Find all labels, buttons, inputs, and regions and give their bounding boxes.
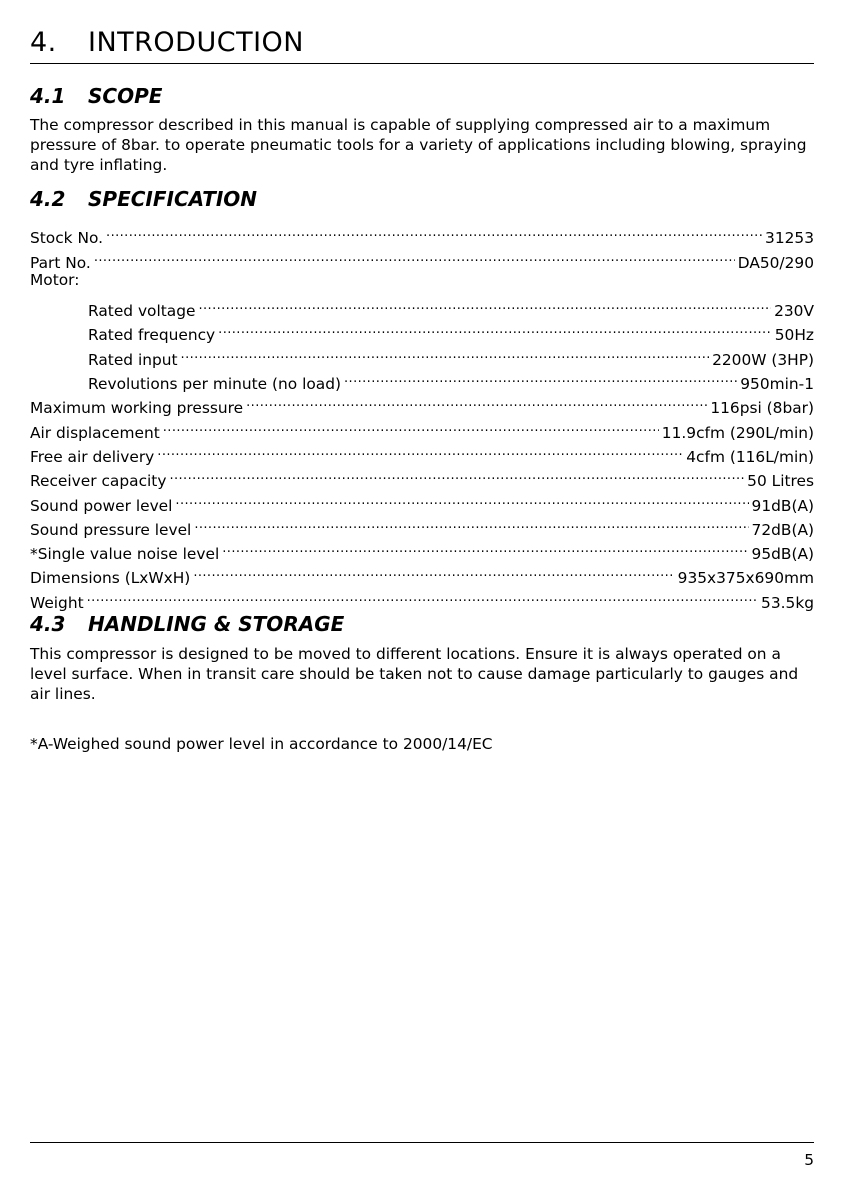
spec-label: Receiver capacity bbox=[30, 472, 167, 491]
chapter-title: INTRODUCTION bbox=[88, 27, 304, 58]
spec-label: Air displacement bbox=[30, 423, 160, 442]
spec-value: 50 Litres bbox=[747, 472, 814, 491]
chapter-heading bbox=[30, 28, 304, 58]
spec-value: 11.9cfm (290L/min) bbox=[661, 423, 814, 442]
spec-label: Motor: bbox=[30, 270, 80, 289]
spec-value: 95dB(A) bbox=[751, 545, 814, 564]
leader-dots bbox=[193, 559, 674, 583]
spec-row bbox=[30, 243, 814, 272]
leader-dots bbox=[169, 462, 744, 486]
footer-divider bbox=[30, 1142, 814, 1143]
leader-dots bbox=[94, 243, 735, 267]
section-number: 4.2 bbox=[30, 187, 66, 211]
leader-dots bbox=[157, 438, 683, 462]
spec-value: 116psi (8bar) bbox=[710, 399, 814, 418]
section-title: SCOPE bbox=[88, 84, 163, 108]
section-heading-specification bbox=[30, 187, 257, 211]
spec-label: Sound power level bbox=[30, 496, 173, 515]
handling-paragraph: This compressor is designed to be moved to different locations. Ensure it is always operated on a level surface. When in transit care should be taken not to cause damage particularly to gauges and air lines. bbox=[30, 645, 799, 703]
spec-label: Revolutions per minute (no load) bbox=[88, 375, 342, 394]
spec-value: 935x375x690mm bbox=[677, 569, 814, 588]
section-number: 4.3 bbox=[30, 612, 66, 636]
spec-value: 72dB(A) bbox=[751, 520, 814, 539]
leader-dots bbox=[106, 219, 762, 243]
leader-dots bbox=[87, 583, 758, 607]
leader-dots bbox=[163, 413, 659, 437]
spec-value: 2200W (3HP) bbox=[712, 350, 814, 369]
chapter-divider bbox=[30, 63, 814, 64]
spec-value: 53.5kg bbox=[761, 593, 814, 612]
scope-paragraph: The compressor described in this manual is capable of supplying compressed air to a maximum pressure of 8bar. to operate pneumatic tools for a variety of applications including blowing, spraying and tyre inflating. bbox=[30, 116, 807, 174]
spec-row bbox=[30, 268, 814, 292]
section-title: HANDLING & STORAGE bbox=[88, 612, 345, 636]
section-heading-scope bbox=[30, 84, 162, 108]
leader-dots bbox=[218, 316, 772, 340]
spec-label: Stock No. bbox=[30, 229, 104, 248]
spec-label: Dimensions (LxWxH) bbox=[30, 569, 191, 588]
spec-value: 50Hz bbox=[774, 326, 814, 345]
leader-dots bbox=[344, 365, 737, 389]
spec-label: Part No. bbox=[30, 253, 91, 272]
spec-row bbox=[30, 583, 814, 612]
section-number: 4.1 bbox=[30, 84, 66, 108]
specification-list bbox=[30, 219, 814, 612]
spec-row bbox=[30, 292, 814, 321]
spec-label: Rated input bbox=[88, 350, 178, 369]
section-heading-handling bbox=[30, 612, 344, 636]
spec-value: 31253 bbox=[765, 229, 814, 248]
spec-label: Maximum working pressure bbox=[30, 399, 244, 418]
spec-label: Rated voltage bbox=[88, 302, 196, 321]
leader-dots bbox=[181, 340, 710, 364]
leader-dots bbox=[246, 389, 707, 413]
leader-dots bbox=[198, 292, 771, 316]
leader-dots bbox=[194, 511, 748, 535]
spec-label: Weight bbox=[30, 593, 84, 612]
manual-page bbox=[30, 0, 814, 1192]
leader-dots bbox=[222, 535, 748, 559]
spec-value: 950min-1 bbox=[740, 375, 814, 394]
chapter-number: 4. bbox=[30, 27, 57, 58]
spec-row bbox=[30, 219, 814, 248]
footnote: *A-Weighed sound power level in accordance to 2000/14/EC bbox=[30, 735, 493, 753]
spec-label: Sound pressure level bbox=[30, 520, 192, 539]
spec-label: Rated frequency bbox=[88, 326, 216, 345]
page-number: 5 bbox=[804, 1151, 814, 1169]
section-title: SPECIFICATION bbox=[88, 187, 258, 211]
spec-value: DA50/290 bbox=[737, 253, 814, 272]
spec-label: *Single value noise level bbox=[30, 545, 220, 564]
spec-label: Free air delivery bbox=[30, 447, 155, 466]
spec-value: 230V bbox=[774, 302, 814, 321]
spec-value: 4cfm (116L/min) bbox=[686, 447, 814, 466]
spec-value: 91dB(A) bbox=[751, 496, 814, 515]
leader-dots bbox=[175, 486, 748, 510]
